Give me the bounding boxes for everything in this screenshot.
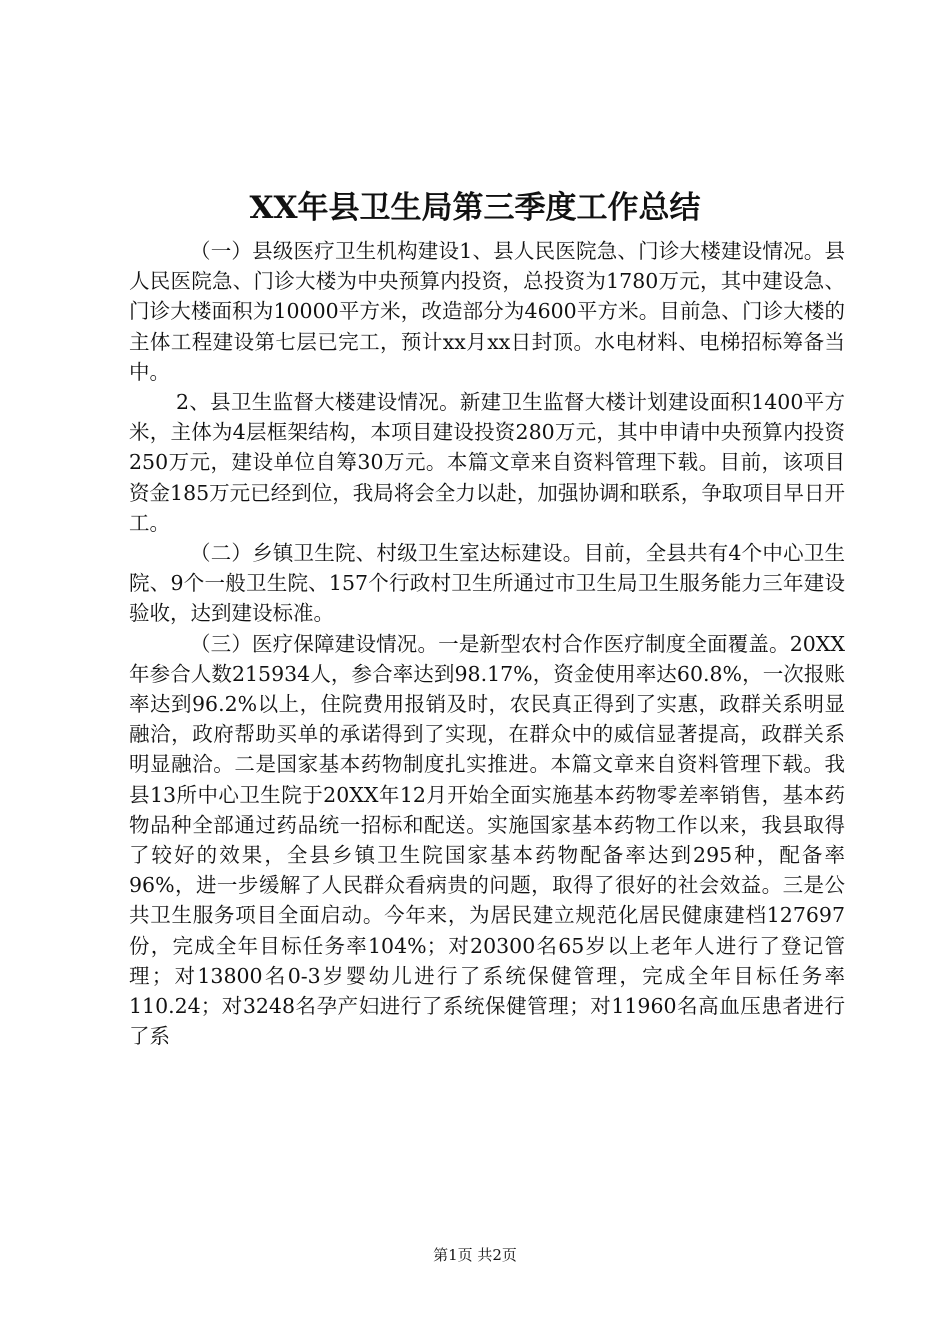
paragraph-township-clinics: （二）乡镇卫生院、村级卫生室达标建设。目前，全县共有4个中心卫生院、9个一般卫生院、157个行政村卫生所通过市卫生局卫生服务能力三年建设验收，达到建设标准。 [129, 541, 845, 626]
paragraph-health-supervision-building: 2、县卫生监督大楼建设情况。新建卫生监督大楼计划建设面积1400平方米，主体为4层框架结构，本项目建设投资280万元，其中申请中央预算内投资250万元，建设单位自筹30万元。本篇文章来自资料管理下载。目前，该项目资金185万元已经到位，我局将会全力以赴，加强协调和联系，争取项目早日开工。 [129, 390, 845, 535]
paragraph-county-hospital-construction: （一）县级医疗卫生机构建设1、县人民医院急、门诊大楼建设情况。县人民医院急、门诊大楼为中央预算内投资，总投资为1780万元，其中建设急、门诊大楼面积为10000平方米，改造部分为4600平方米。目前急、门诊大楼的主体工程建设第七层已完工，预计xx月xx日封顶。水电材料、电梯招标筹备当中。 [129, 239, 845, 384]
page-number-footer: 第1页 共2页 [433, 1246, 517, 1264]
document-body [129, 236, 845, 1051]
paragraph-medical-security: （三）医疗保障建设情况。一是新型农村合作医疗制度全面覆盖。20XX年参合人数215934人，参合率达到98.17%，资金使用率达60.8%，一次报账率达到96.2%以上，住院费用报销及时，农民真正得到了实惠，政群关系明显融洽，政府帮助买单的承诺得到了实现，在群众中的威信显著提高，政群关系明显融洽。二是国家基本药物制度扎实推进。本篇文章来自资料管理下载。我县13所中心卫生院于20XX年12月开始全面实施基本药物零差率销售，基本药物品种全部通过药品统一招标和配送。实施国家基本药物工作以来，我县取得了较好的效果，全县乡镇卫生院国家基本药物配备率达到295种，配备率96%，进一步缓解了人民群众看病贵的问题，取得了很好的社会效益。三是公共卫生服务项目全面启动。今年来，为居民建立规范化居民健康建档127697份，完成全年目标任务率104%；对20300名65岁以上老年人进行了登记管理；对13800名0-3岁婴幼儿进行了系统保健管理，完成全年目标任务率110.24；对3248名孕产妇进行了系统保健管理；对11960名高血压患者进行了系 [129, 631, 845, 1049]
document-title: XX年县卫生局第三季度工作总结 [249, 190, 701, 226]
